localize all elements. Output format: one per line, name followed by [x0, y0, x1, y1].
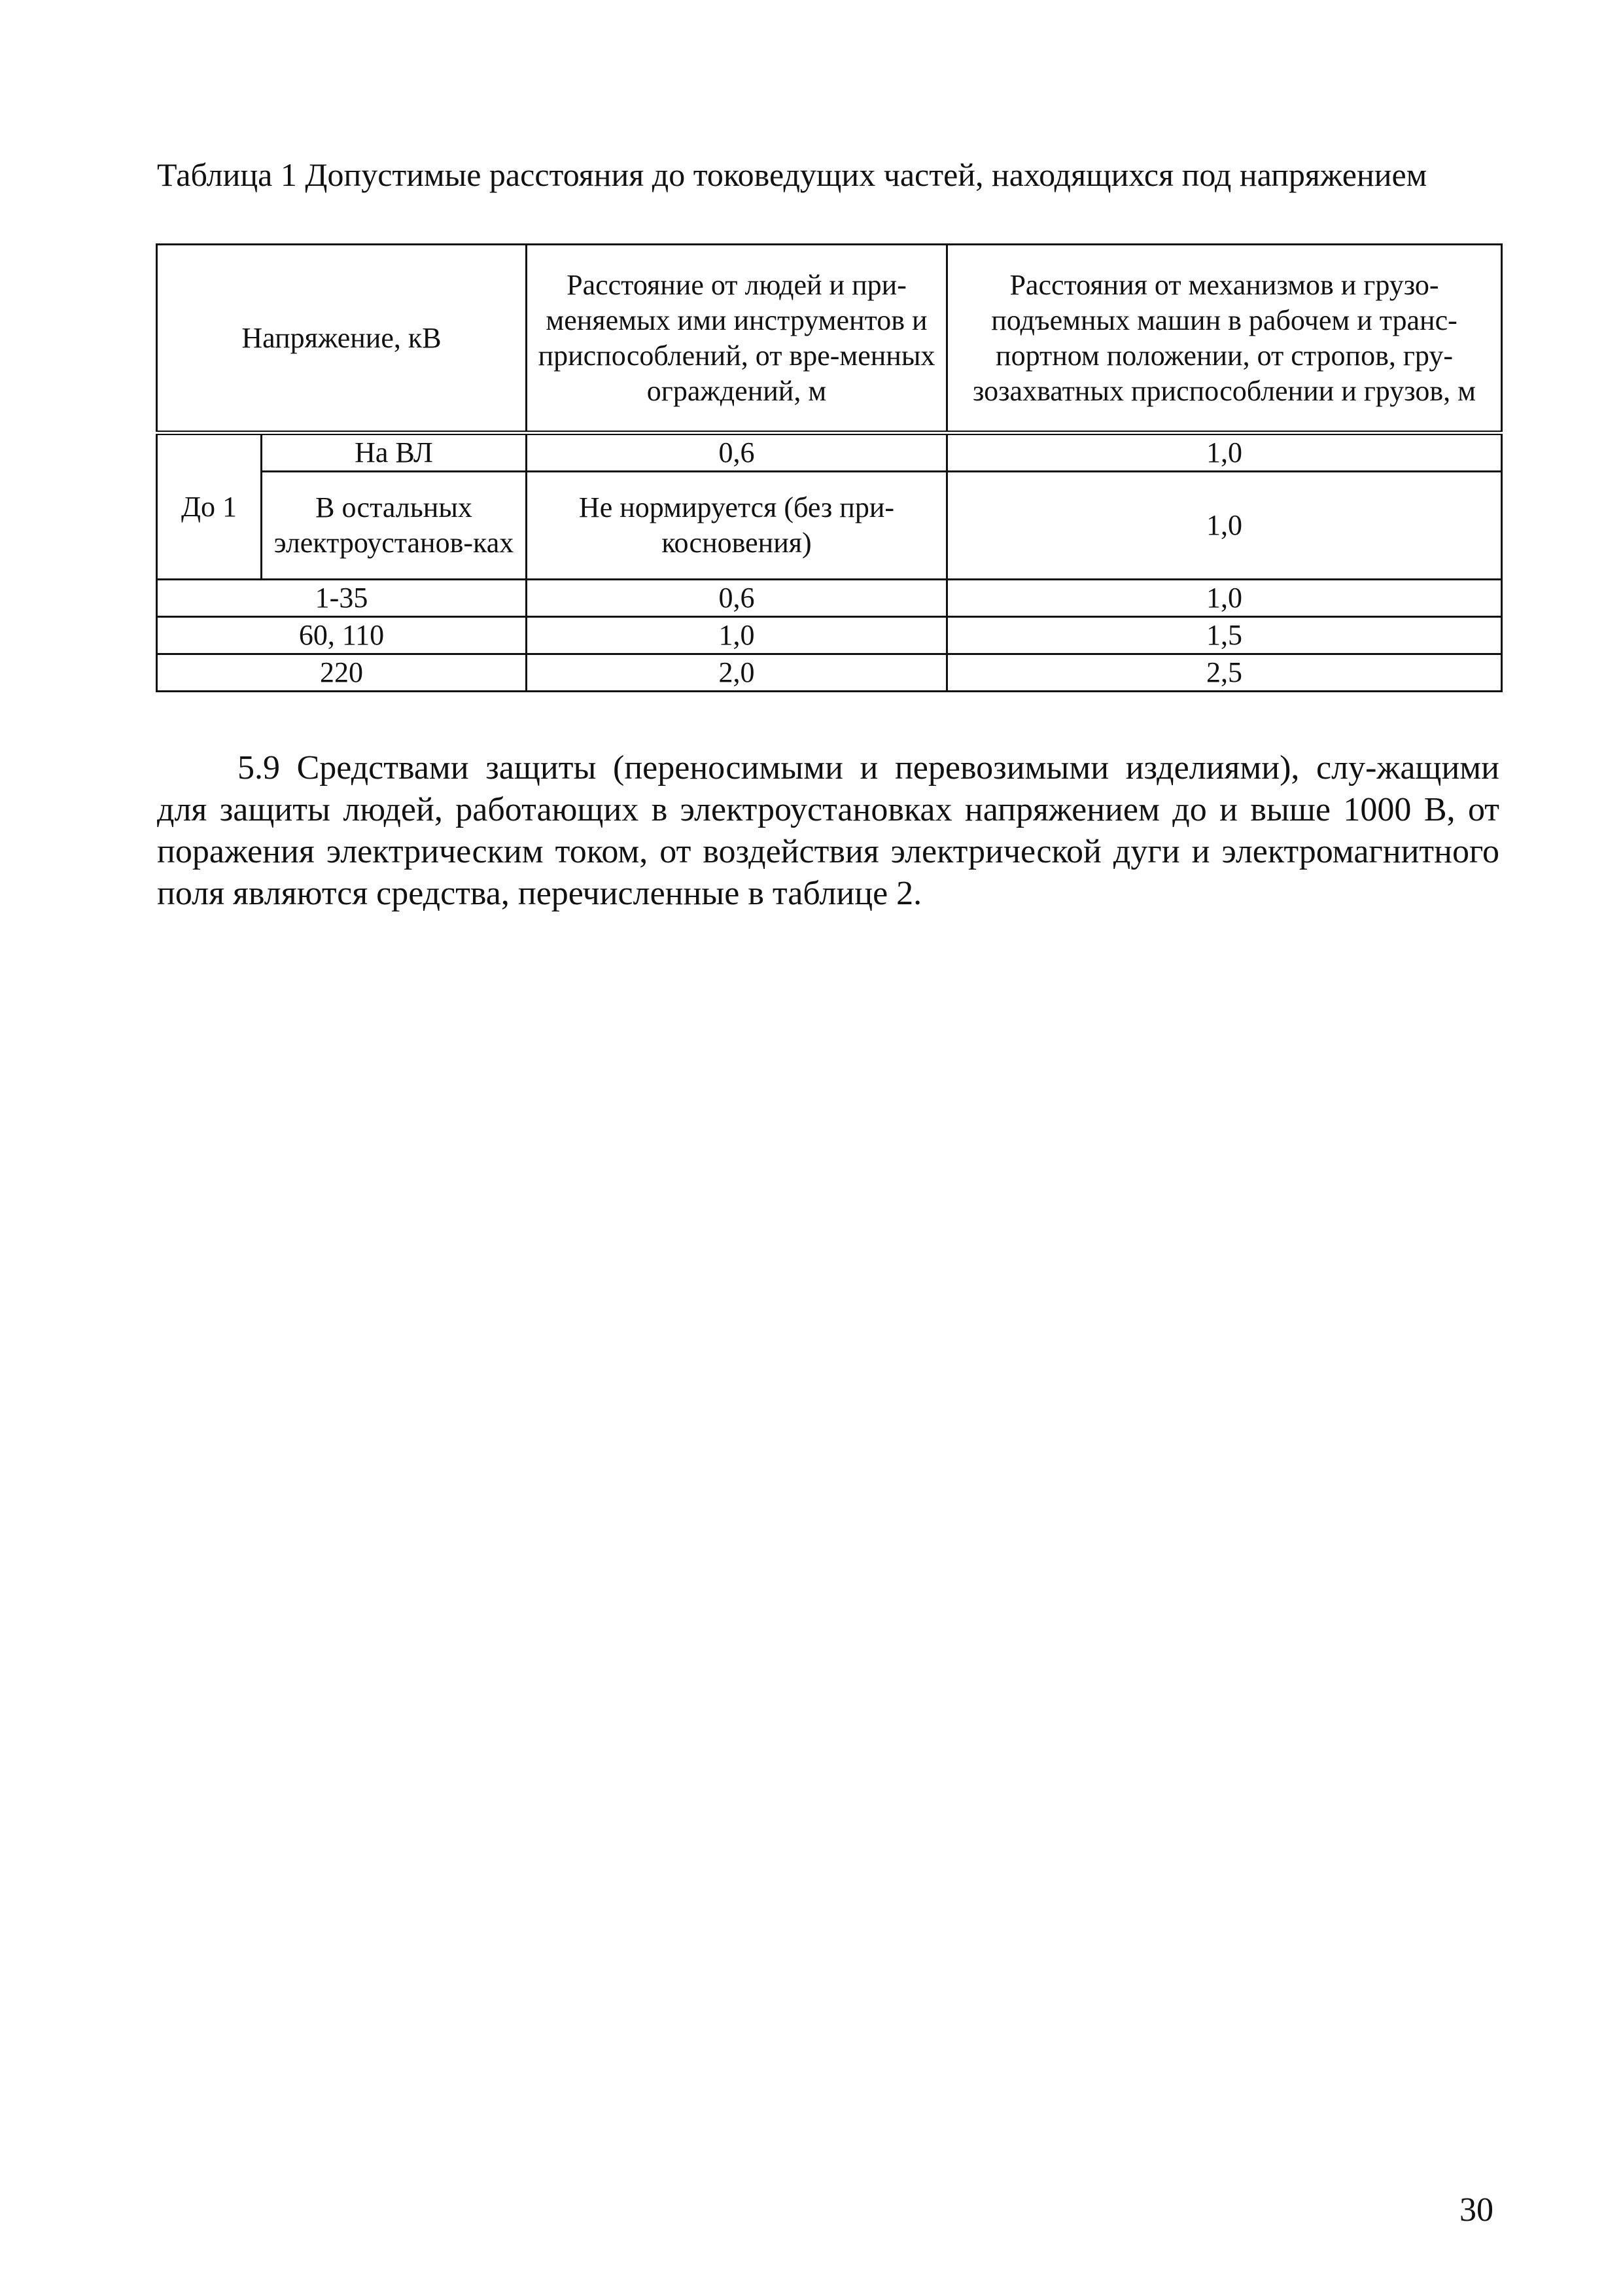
- machine-distance-cell: 1,0: [947, 433, 1502, 472]
- people-distance-cell: 0,6: [527, 433, 947, 472]
- machine-distance-cell: 1,0: [947, 580, 1502, 617]
- sub-voltage-cell: На ВЛ: [262, 433, 527, 472]
- table-row: [157, 580, 1502, 617]
- machine-distance-cell: 1,0: [947, 472, 1502, 580]
- people-distance-cell: 2,0: [527, 654, 947, 692]
- voltage-cell: 220: [157, 654, 527, 692]
- machine-distance-cell: 1,5: [947, 617, 1502, 654]
- table-row: [157, 472, 1502, 580]
- people-distance-cell: 1,0: [527, 617, 947, 654]
- table-header-row: [157, 245, 1502, 433]
- sub-voltage-cell: В остальных электроустанов-ках: [262, 472, 527, 580]
- header-people-distance: Расстояние от людей и при-меняемых ими инструментов и приспособлений, от вре-менных ограждений, м: [527, 245, 947, 433]
- distance-table: [156, 243, 1503, 692]
- group-label-cell: До 1: [157, 433, 262, 580]
- voltage-cell: 60, 110: [157, 617, 527, 654]
- table-row: [157, 654, 1502, 692]
- header-machine-distance: Расстояния от механизмов и грузо-подъемных машин в рабочем и транс-портном положении, от стропов, гру-зозахватных приспособлении и грузов, м: [947, 245, 1502, 433]
- table-row: [157, 433, 1502, 472]
- body-paragraph: 5.9 Средствами защиты (переносимыми и перевозимыми изделиями), слу-жащими для защиты людей, работающих в электроустановках напряжением до и выше 1000 В, от поражения электрическим током, от воздействия электрической дуги и электромагнитного поля являются средства, перечисленные в таблице 2.: [157, 749, 1499, 912]
- people-distance-cell: 0,6: [527, 580, 947, 617]
- table-row: [157, 617, 1502, 654]
- machine-distance-cell: 2,5: [947, 654, 1502, 692]
- voltage-cell: 1-35: [157, 580, 527, 617]
- header-voltage: Напряжение, кВ: [157, 245, 527, 433]
- page-number: 30: [1459, 2191, 1493, 2229]
- table-caption: Таблица 1 Допустимые расстояния до токоведущих частей, находящихся под напряжением: [157, 156, 1427, 193]
- people-distance-cell: Не нормируется (без при-косновения): [527, 472, 947, 580]
